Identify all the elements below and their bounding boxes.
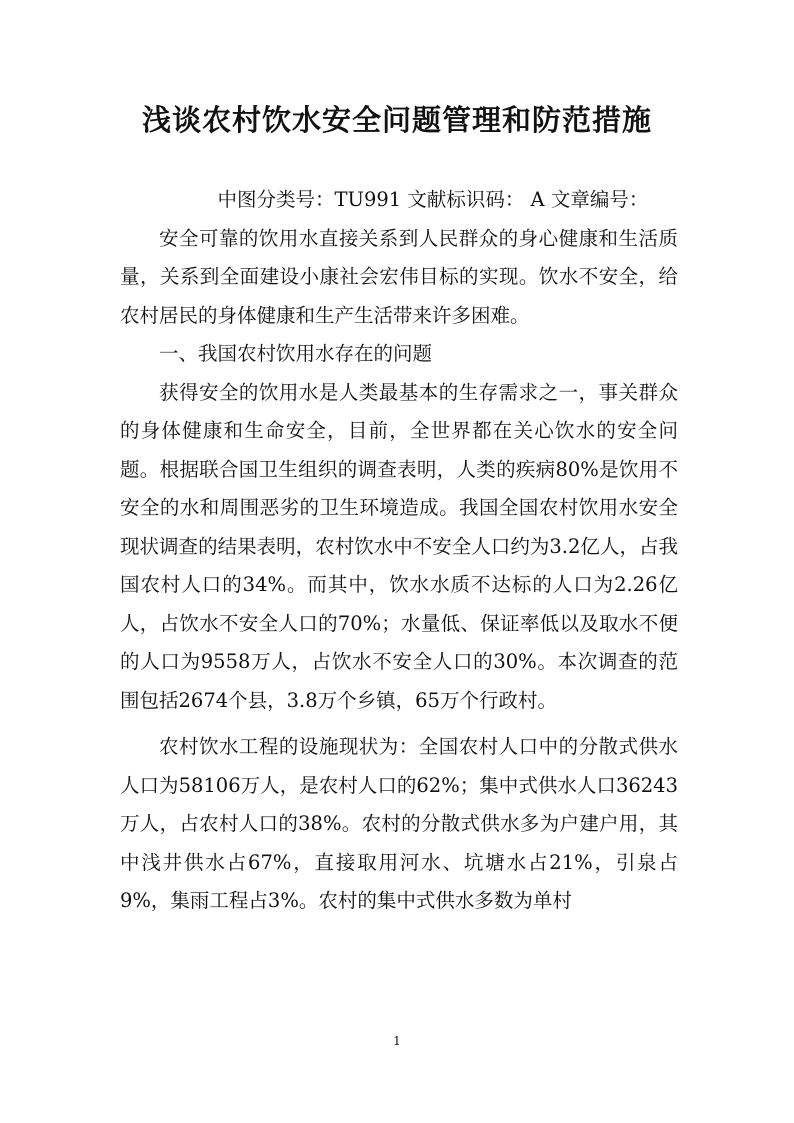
page-number: 1 (393, 1034, 401, 1048)
paragraph-facilities: 农村饮水工程的设施现状为：全国农村人口中的分散式供水人口为58106万人，是农村人口的62%；集中式供水人口36243万人，占农村人口的38%。农村的分散式供水多为户建户用，其中浅井供水占67%，直接取用河水、坑塘水占21%，引泉占9%，集雨工程占3%。农村的集中式供水多数为单村 (120, 735, 678, 912)
paragraph-problem: 获得安全的饮用水是人类最基本的生存需求之一，事关群众的身体健康和生命安全，目前，全世界都在关心饮水的安全问题。根据联合国卫生组织的调查表明，人类的疾病80%是饮用不安全的水和周围恶劣的卫生环境造成。我国全国农村饮用水安全现状调查的结果表明，农村饮水中不安全人口约为3.2亿人，占我国农村人口的34%。而其中，饮水水质不达标的人口为2.26亿人，占饮水不安全人口的70%；水量低、保证率低以及取水不便的人口为9558万人，占饮水不安全人口的30%。本次调查的范围包括2674个县，3.8万个乡镇，65万个行政村。 (120, 380, 678, 712)
classification-line: 中图分类号：TU991 文献标识码： A 文章编号： (217, 188, 649, 211)
paragraph-intro: 安全可靠的饮用水直接关系到人民群众的身心健康和生活质量，关系到全面建设小康社会宏伟目标的实现。饮水不安全，给农村居民的身体健康和生产生活带来许多困难。 (120, 226, 678, 327)
section-heading: 一、我国农村饮用水存在的问题 (159, 342, 433, 365)
document-body (120, 181, 678, 921)
document-title: 浅谈农村饮水安全问题管理和防范措施 (141, 103, 652, 137)
